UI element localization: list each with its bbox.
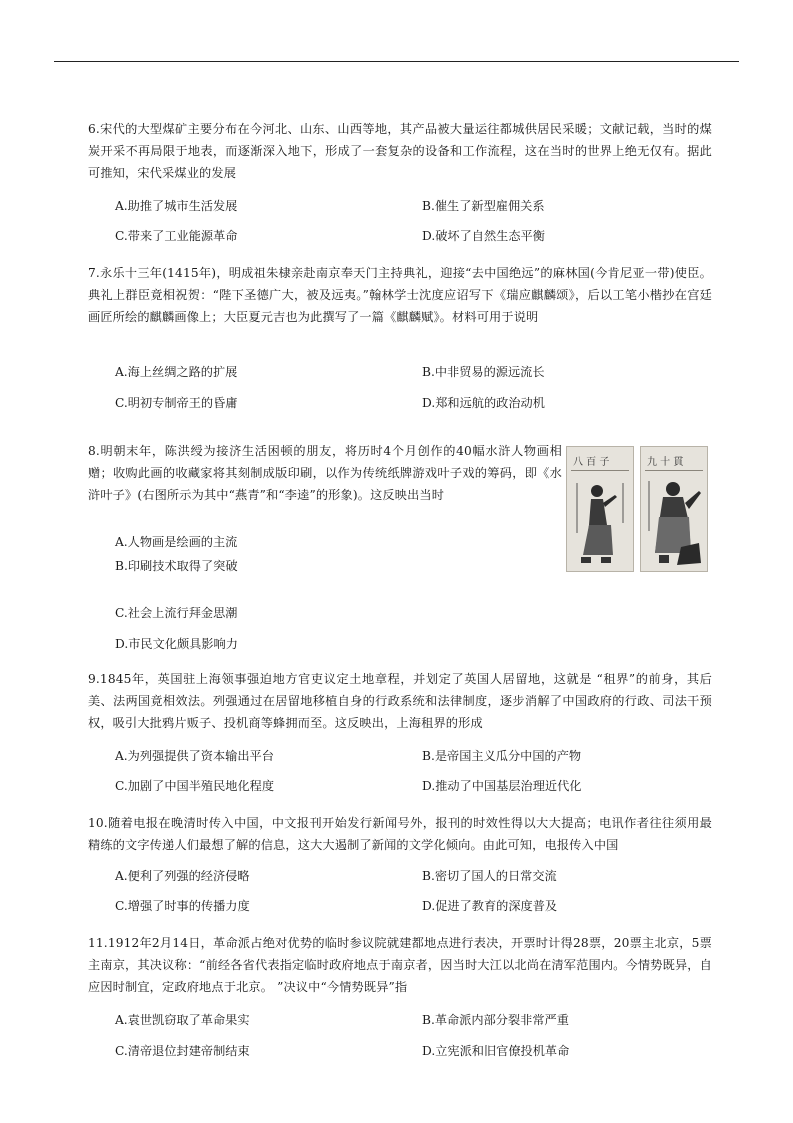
question-10-option-c[interactable]: C.增强了时事的传播力度 — [115, 899, 250, 913]
question-7-option-c[interactable]: C.明初专制帝王的昏庸 — [115, 396, 238, 410]
question-11-stem: 11.1912年2月14日，革命派占绝对优势的临时参议院就建都地点进行表决，开票时计得28票，20票主北京，5票主南京，其决议称：“前经各省代表指定临时政府地点于南京者，因当时大江以北尚在清军范围内。今情势既异，自应因时制宜，定政府地点于北京。 ”决议中“今情势既异”指 — [88, 936, 712, 994]
question-10-option-d[interactable]: D.促进了教育的深度普及 — [422, 899, 558, 913]
question-6-option-c[interactable]: C.带来了工业能源革命 — [115, 229, 238, 243]
shuihu-yezi-figure — [566, 446, 708, 572]
question-10-stem: 10.随着电报在晚清时传入中国，中文报刊开始发行新闻号外，报刊的时效性得以大大提高；电讯作者往往须用最精练的文字传递人们最想了解的信息，这大大遏制了新闻的文学化倾向。由此可知，电报传入中国 — [88, 816, 712, 852]
question-8-option-c[interactable]: C.社会上流行拜金思潮 — [115, 606, 238, 620]
card-title-left: 八 百 子 — [571, 451, 629, 471]
figure-likui-illustration — [641, 473, 707, 569]
figure-yanqing-illustration — [567, 473, 633, 569]
question-9-option-d[interactable]: D.推动了中国基层治理近代化 — [422, 779, 582, 793]
question-6-option-d[interactable]: D.破坏了自然生态平衡 — [422, 229, 545, 243]
question-8-option-d[interactable]: D.市民文化颇具影响力 — [115, 637, 238, 651]
question-6-option-a[interactable]: A.助推了城市生活发展 — [115, 199, 238, 213]
question-10-option-a[interactable]: A.便利了列强的经济侵略 — [115, 869, 250, 883]
question-7-option-a[interactable]: A.海上丝绸之路的扩展 — [115, 365, 238, 379]
question-7-option-d[interactable]: D.郑和远航的政治动机 — [422, 396, 545, 410]
question-9-stem: 9.1845年，英国驻上海领事强迫地方官吏议定土地章程，并划定了英国人居留地，这就是 “租界”的前身，其后美、法两国竟相效法。列强通过在居留地移植自身的行政系统和法律制度，逐步消解了中国政府的行政、司法干预权，吸引大批鸦片贩子、投机商等蜂拥而至。这反映出，上海租界的形成 — [88, 672, 712, 730]
question-11-option-a[interactable]: A.袁世凯窃取了革命果实 — [115, 1013, 250, 1027]
question-10-option-b[interactable]: B.密切了国人的日常交流 — [422, 869, 557, 883]
playing-card-likui — [640, 446, 708, 572]
question-9-option-b[interactable]: B.是帝国主义瓜分中国的产物 — [422, 749, 582, 763]
question-6-option-b[interactable]: B.催生了新型雇佣关系 — [422, 199, 545, 213]
header-rule — [54, 61, 739, 62]
question-6-stem: 6.宋代的大型煤矿主要分布在今河北、山东、山西等地，其产品被大量运往都城供居民采暖；文献记载，当时的煤炭开采不再局限于地表，而逐渐深入地下，形成了一套复杂的设备和工作流程，这在当时的世界上绝无仅有。据此可推知，宋代采煤业的发展 — [88, 122, 712, 180]
question-11-option-c[interactable]: C.清帝退位封建帝制结束 — [115, 1044, 250, 1058]
question-8-stem: 8.明朝末年，陈洪绶为接济生活困顿的朋友，将历时4个月创作的40幅水浒人物画相赠；收购此画的收藏家将其刻制成版印刷，以作为传统纸牌游戏叶子戏的筹码，即《水浒叶子》(右图所示为其中“燕青”和“李逵”的形象)。这反映出当时 — [88, 444, 562, 502]
question-9-option-c[interactable]: C.加剧了中国半殖民地化程度 — [115, 779, 275, 793]
question-8-option-b[interactable]: B.印刷技术取得了突破 — [115, 559, 238, 573]
question-11-option-b[interactable]: B.革命派内部分裂非常严重 — [422, 1013, 569, 1027]
question-9-option-a[interactable]: A.为列强提供了资本输出平台 — [115, 749, 274, 763]
question-7-stem: 7.永乐十三年(1415年)，明成祖朱棣亲赴南京奉天门主持典礼，迎接“去中国绝远”的麻林国(今肯尼亚一带)使臣。典礼上群臣竟相祝贺：“陛下圣德广大，被及远夷。”翰林学士沈度应诏写下《瑞应麒麟颂》，后以工笔小楷抄在宫廷画匠所绘的麒麟画像上；大臣夏元吉也为此撰写了一篇《麒麟赋》。材料可用于说明 — [88, 266, 712, 324]
question-8-option-a[interactable]: A.人物画是绘画的主流 — [115, 535, 238, 549]
question-7-option-b[interactable]: B.中非贸易的源远流长 — [422, 365, 545, 379]
question-11-option-d[interactable]: D.立宪派和旧官僚投机革命 — [422, 1044, 570, 1058]
playing-card-yanqing — [566, 446, 634, 572]
card-title-right: 九 十 貫 — [645, 451, 703, 471]
